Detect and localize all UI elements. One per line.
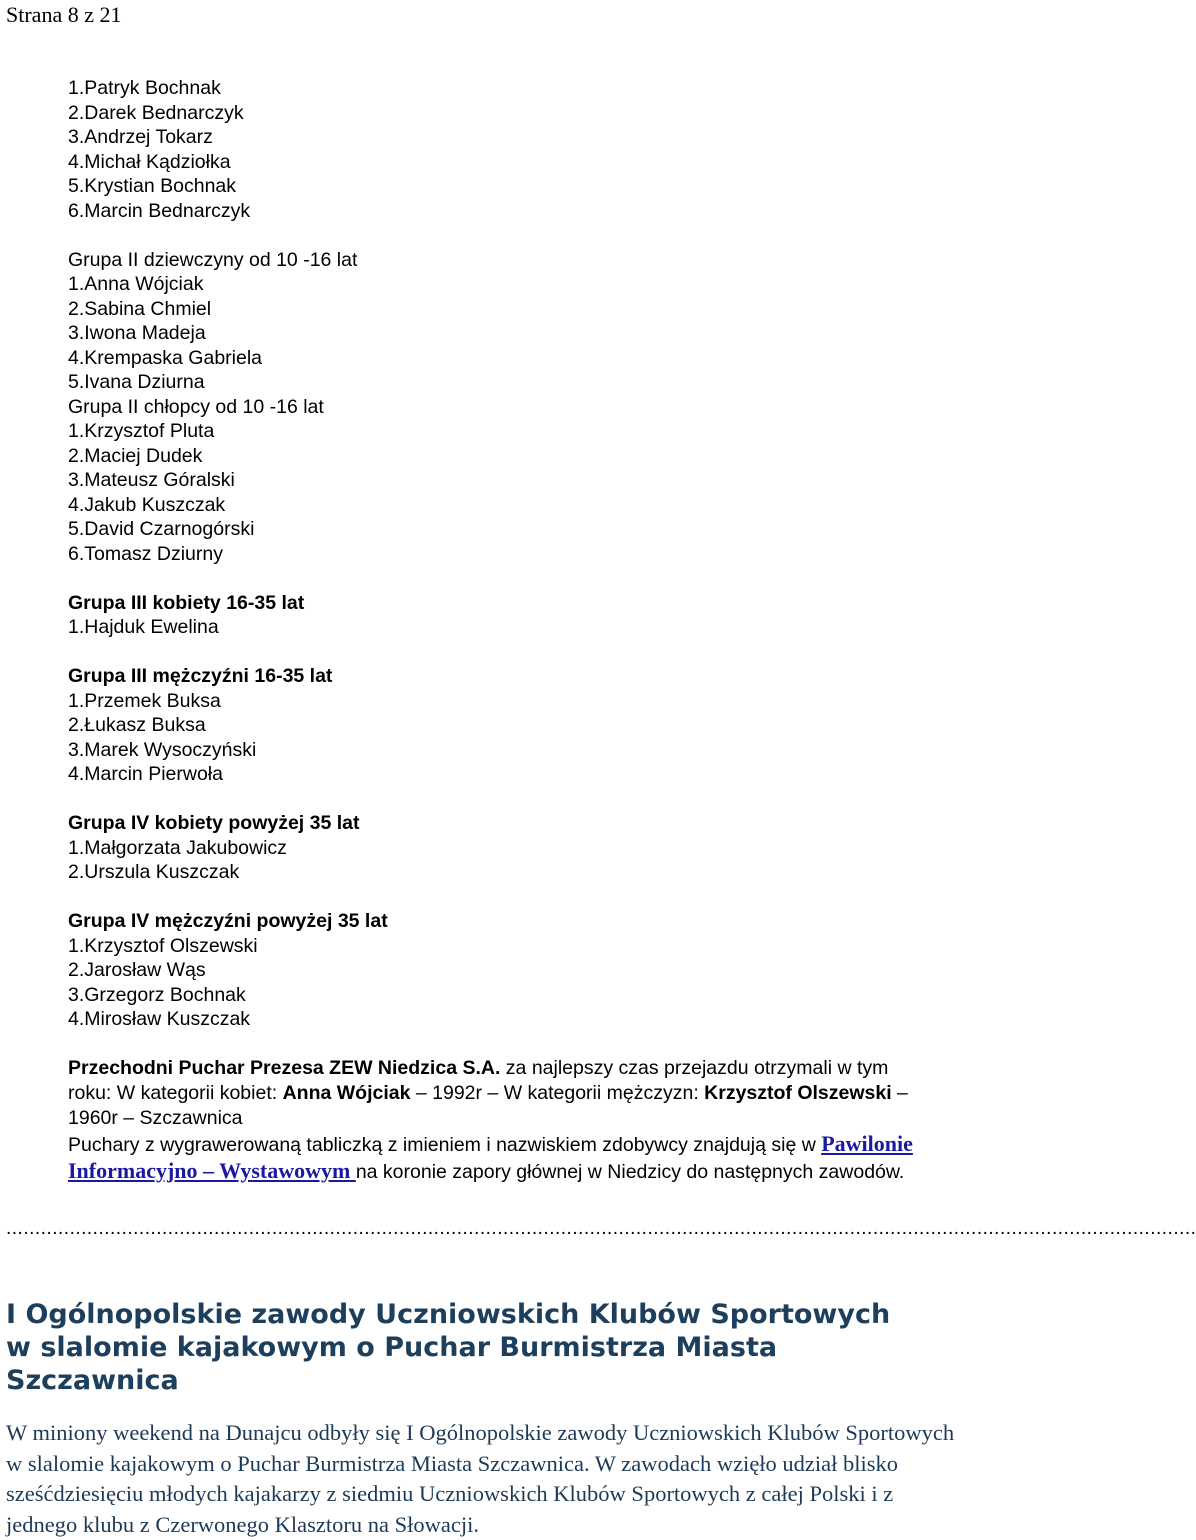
group-heading: Grupa IV mężczyźni powyżej 35 lat xyxy=(68,910,388,932)
trophy-text-1: za najlepszy czas przejazdu otrzymali w tym roku: W kategorii kobiet: xyxy=(68,1057,889,1104)
trophy-text-4: Puchary z wygrawerowaną tabliczką z imieniem i nazwiskiem zdobywcy znajdują się w xyxy=(68,1134,822,1156)
page-number-header: Strana 8 z 21 xyxy=(6,2,122,27)
result-entry: 1.Krzysztof Pluta xyxy=(68,420,215,442)
dotted-separator: .............................................................................................................................................................................................................. xyxy=(6,1218,1196,1239)
blank-line xyxy=(68,787,948,812)
result-entry: 4.Michał Kądziołka xyxy=(68,150,231,173)
result-entry: 4.Jakub Kuszczak xyxy=(68,493,226,516)
result-entry: 5.Ivana Dziurna xyxy=(68,371,205,393)
trophy-woman-winner: Anna Wójciak xyxy=(282,1082,411,1104)
result-entry: 4.Marcin Pierwoła xyxy=(68,763,223,785)
result-entry: 5.David Czarnogórski xyxy=(68,518,255,540)
trophy-title: Przechodni Puchar Prezesa ZEW Niedzica S.A. xyxy=(68,1057,501,1079)
result-entry: 1.Krzysztof Olszewski xyxy=(68,934,258,957)
blank-line xyxy=(68,885,948,910)
result-entry: 1.Anna Wójciak xyxy=(68,273,204,295)
result-entry: Grupa II dziewczyny od 10 -16 lat xyxy=(68,248,358,271)
result-entry: 3.Andrzej Tokarz xyxy=(68,126,213,148)
result-entry: 1.Hajduk Ewelina xyxy=(68,616,219,638)
result-entry: Grupa II chłopcy od 10 -16 lat xyxy=(68,395,324,418)
blank-line xyxy=(68,1032,948,1057)
result-entry: 4.Krempaska Gabriela xyxy=(68,346,263,369)
result-entry: 2.Łukasz Buksa xyxy=(68,714,206,736)
blank-line xyxy=(68,640,948,665)
group-heading: Grupa IV kobiety powyżej 35 lat xyxy=(68,812,360,834)
result-entry: 3.Iwona Madeja xyxy=(68,322,206,344)
article-headline: I Ogólnopolskie zawody Uczniowskich Klubów Sportowych w slalomie kajakowym o Puchar Burmistrza Miasta Szczawnica xyxy=(6,1299,891,1396)
result-entry: 1.Przemek Buksa xyxy=(68,689,221,712)
result-entry: 4.Mirosław Kuszczak xyxy=(68,1008,251,1030)
group-heading: Grupa III mężczyźni 16-35 lat xyxy=(68,665,333,687)
result-entry: 1.Małgorzata Jakubowicz xyxy=(68,836,287,859)
article-body: W miniony weekend na Dunajcu odbyły się I Ogólnopolskie zawody Uczniowskich Klubów Sportowych w slalomie kajakowym o Puchar Burmistrza Miasta Szczawnica. W zawodach wzięło udział blisko sześćdziesięciu młodych kajakarzy z siedmiu Uczniowskich Klubów Sportowych z całej Polski i z jednego klubu z Czerwonego Klasztoru na Słowacji. xyxy=(6,1420,955,1537)
trophy-text-5: na koronie zapory głównej w Niedzicy do następnych zawodów. xyxy=(355,1161,905,1183)
result-entry: 3.Mateusz Góralski xyxy=(68,469,235,491)
trophy-text-3: – 1960r – Szczawnica xyxy=(68,1082,908,1129)
pavilion-link[interactable]: Pawilonie Informacyjno – Wystawowym xyxy=(68,1131,913,1183)
blank-line xyxy=(68,566,948,591)
result-entry: 2.Jarosław Wąs xyxy=(68,959,206,981)
result-entry: 3.Marek Wysoczyński xyxy=(68,738,257,761)
result-entry: 2.Sabina Chmiel xyxy=(68,297,212,320)
result-entry: 2.Darek Bednarczyk xyxy=(68,101,244,124)
result-entry: 6.Tomasz Dziurny xyxy=(68,542,223,565)
result-entry: 1.Patryk Bochnak xyxy=(68,77,221,99)
results-content xyxy=(68,76,948,1185)
blank-line xyxy=(68,223,948,248)
trophy-man-winner: Krzysztof Olszewski xyxy=(704,1082,892,1104)
result-entry: 2.Urszula Kuszczak xyxy=(68,861,240,883)
group-heading: Grupa III kobiety 16-35 lat xyxy=(68,591,305,614)
trophy-text-2: – 1992r – W kategorii mężczyzn: xyxy=(410,1082,705,1104)
results-list xyxy=(68,76,948,1056)
result-entry: 6.Marcin Bednarczyk xyxy=(68,199,251,222)
result-entry: 5.Krystian Bochnak xyxy=(68,175,237,197)
trophy-paragraph xyxy=(68,1056,918,1185)
result-entry: 2.Maciej Dudek xyxy=(68,444,203,467)
result-entry: 3.Grzegorz Bochnak xyxy=(68,983,246,1006)
